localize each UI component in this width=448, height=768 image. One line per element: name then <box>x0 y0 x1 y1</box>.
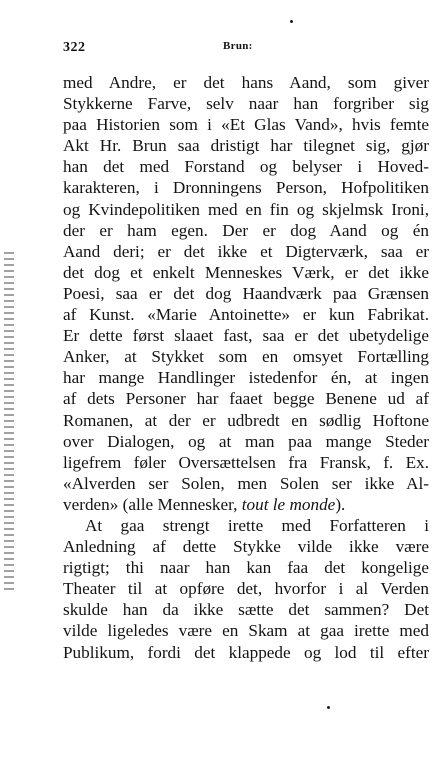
text-line: Romanen, at der er udbredt en sødlig Hoftone <box>63 410 429 430</box>
text-line: med Andre, er det hans Aand, som giver <box>63 73 429 92</box>
text-line: over Dialogen, og at man paa mange Steder <box>63 431 429 451</box>
text-line: har mange Handlinger istedenfor én, at ingen <box>63 368 429 388</box>
bottom-speck <box>327 706 330 709</box>
text-line: paa Historien som i «Et Glas Vand», hvis femte <box>63 115 429 135</box>
page-number: 322 <box>63 40 86 55</box>
text-line: Anledning af dette Stykke vilde ikke være <box>63 537 429 557</box>
text-line: skulde han da ikke sætte det sammen? Det <box>63 600 429 620</box>
text-line: vilde ligeledes være en Skam at gaa irette med <box>63 621 429 641</box>
paragraph-end-line <box>63 494 429 515</box>
text-line: af dets Personer har faaet begge Benene ud af <box>63 389 429 409</box>
text-span: verden» (alle Mennesker, <box>63 494 242 514</box>
text-line: og Kvindepolitiken med en fin og skjelmsk Ironi, <box>63 199 429 219</box>
text-line: Theater til at opføre det, hvorfor i al Verden <box>63 579 429 599</box>
text-line: Anker, at Stykket som en omsyet Fortælling <box>63 347 429 367</box>
text-line: At gaa strengt irette med Forfatteren i <box>85 515 429 535</box>
text-line: der er ham egen. Der er dog Aand og én <box>63 220 429 240</box>
margin-bleed-marks <box>4 252 14 592</box>
text-line: Stykkerne Farve, selv naar han forgriber sig <box>63 94 429 114</box>
text-line: af Kunst. «Marie Antoinette» er kun Fabrikat. <box>63 305 429 325</box>
text-line: «Alverden ser Solen, men Solen ser ikke Al- <box>63 473 429 493</box>
text-line: karakteren, i Dronningens Person, Hofpolitiken <box>63 178 429 198</box>
text-line: han det med Forstand og belyser i Hoved- <box>63 157 429 177</box>
text-line: Aand deri; er det ikke et Digterværk, saa er <box>63 241 429 261</box>
text-line: Akt Hr. Brun saa dristigt har tilegnet sig, gjør <box>63 136 429 156</box>
text-line: rigtigt; thi naar han kan faa det kongelige <box>63 558 429 578</box>
italic-phrase: tout le monde <box>241 494 336 514</box>
running-head: Brun: <box>223 40 253 52</box>
text-span: ). <box>335 494 346 514</box>
text-line: ligefrem føler Oversættelsen fra Fransk, f. Ex. <box>63 452 429 472</box>
body-text <box>63 72 429 663</box>
text-line: det dog et enkelt Menneskes Værk, er det ikke <box>63 262 429 282</box>
top-speck <box>290 20 293 23</box>
page-header <box>63 40 428 60</box>
text-line: Poesi, saa er det dog Haandværk paa Grænsen <box>63 283 429 303</box>
text-line: Er dette først slaaet fast, saa er det ubetydelige <box>63 326 429 346</box>
text-line: Publikum, fordi det klappede og lod til efter <box>63 642 429 662</box>
